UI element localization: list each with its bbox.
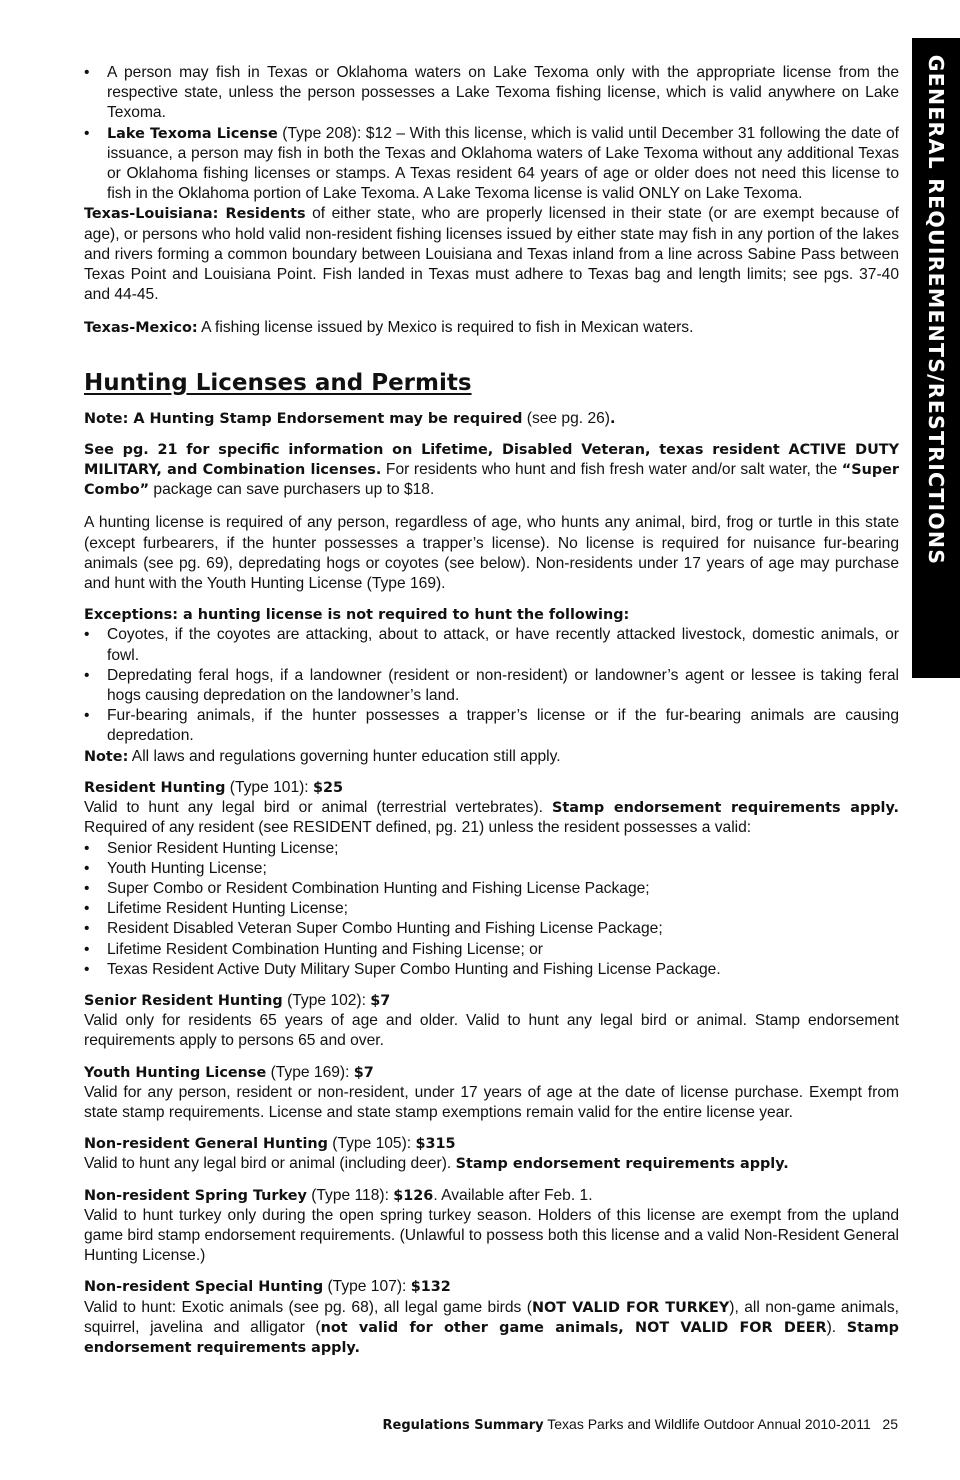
list-item: • Super Combo or Resident Combination Hunting and Fishing License Package; [84,879,899,899]
list-item: • Lifetime Resident Combination Hunting and Fishing License; or [84,940,899,960]
list-item: • Lake Texoma License (Type 208): $12 – With this license, which is valid until December 31 following the date of issuance, a person may fish in both the Texas and Oklahoma waters of Lake Texoma without any additional Texas or Oklahoma fishing licenses or stamps. A Texas resident 64 years of age or older does not need this license to fish in the Oklahoma portion of Lake Texoma. A Lake Texoma license is valid ONLY on Lake Texoma. [84,124,899,205]
nonres-turkey-text: Valid to hunt turkey only during the open spring turkey season. Holders of this license are exempt from the upland game bird stamp endorsement requirements. (Unlawful to possess both this license and a valid Non-Resident General Hunting License.) [84,1206,899,1265]
note-education: Note: All laws and regulations governing hunter education still apply. [84,747,561,765]
senior-hunting-title: Senior Resident Hunting (Type 102): $7 [84,991,391,1009]
list-item: • Fur-bearing animals, if the hunter possesses a trapper’s license or if the fur-bearing animals are causing depredation. [84,706,899,746]
exceptions-heading: Exceptions: a hunting license is not required to hunt the following: [84,607,630,624]
youth-hunting-title: Youth Hunting License (Type 169): $7 [84,1063,374,1081]
list-item: • Coyotes, if the coyotes are attacking, about to attack, or have recently attacked livestock, domestic animals, or fowl. [84,625,899,665]
texoma-list [84,63,899,204]
hunting-heading: Hunting Licenses and Permits [84,369,472,396]
nonres-special-title: Non-resident Special Hunting (Type 107): $132 [84,1278,451,1296]
page-number: 25 [882,1416,898,1432]
nonres-turkey-title: Non-resident Spring Turkey (Type 118): $126. Available after Feb. 1. [84,1186,593,1204]
list-item: • A person may fish in Texas or Oklahoma waters on Lake Texoma only with the appropriate license from the respective state, unless the person possesses a Lake Texoma fishing license, which is valid anywhere on Lake Texoma. [84,63,899,124]
nonres-special-text: Valid to hunt: Exotic animals (see pg. 68), all legal game birds (NOT VALID FOR TURKEY), all non-game animals, squirrel, javelina and alligator (not valid for other game animals, NOT VALID FOR DEER). Stamp endorsement requirements apply. [84,1298,899,1356]
list-item: • Resident Disabled Veteran Super Combo Hunting and Fishing License Package; [84,919,899,939]
texas-mexico-paragraph: Texas-Mexico: A fishing license issued by Mexico is required to fish in Mexican waters. [84,319,694,337]
side-tab-label: GENERAL REQUIREMENTS/RESTRICTIONS [924,54,949,566]
list-item: • Senior Resident Hunting License; [84,839,899,859]
list-item: • Depredating feral hogs, if a landowner (resident or non-resident) or landowner’s agent or lessee is taking feral hogs causing depredation on the landowner’s land. [84,666,899,706]
texas-louisiana-paragraph: Texas-Louisiana: Residents of either state, who are properly licensed in their state (or are exempt because of age), or persons who hold valid non-resident fishing licenses issued by either state may fish in any portion of the lakes and rivers forming a common boundary between Louisiana and Texas inland from a line across Sabine Pass between Texas Point and Louisiana Point. Fish landed in Texas must adhere to Texas bag and length limits; see pgs. 37-40 and 44-45. [84,205,899,304]
resident-hunting-list [84,839,899,980]
nonres-general-text: Valid to hunt any legal bird or animal (including deer). Stamp endorsement requirements apply. [84,1155,789,1173]
youth-hunting-text: Valid for any person, resident or non-resident, under 17 years of age at the date of license purchase. Exempt from state stamp requirements. License and state stamp exemptions remain valid for the entire license year. [84,1083,899,1121]
page-content [84,63,899,1358]
license-required-paragraph: A hunting license is required of any person, regardless of age, who hunts any animal, bird, frog or turtle in this state (except furbearers, if the hunter possesses a trapper’s license). No license is required for nuisance fur-bearing animals (see pg. 69), depredating hogs or coyotes (see below). Non-residents under 17 years of age may purchase and hunt with the Youth Hunting License (Type 169). [84,514,899,593]
list-item: • Texas Resident Active Duty Military Super Combo Hunting and Fishing License Package. [84,960,899,980]
list-item: • Youth Hunting License; [84,859,899,879]
note-stamp: Note: A Hunting Stamp Endorsement may be required (see pg. 26). [84,409,616,427]
texoma-license-label: Lake Texoma License [107,125,278,142]
list-item: • Lifetime Resident Hunting License; [84,899,899,919]
nonres-general-title: Non-resident General Hunting (Type 105): $315 [84,1135,456,1153]
see-pg-paragraph: See pg. 21 for specific information on Lifetime, Disabled Veteran, texas resident ACTIVE DUTY MILITARY, and Combination licenses. For residents who hunt and fish fresh water and/or salt water, the “Super Combo” package can save purchasers up to $18. [84,441,900,499]
resident-hunting-title: Resident Hunting (Type 101): $25 [84,778,344,796]
resident-hunting-text: Valid to hunt any legal bird or animal (terrestrial vertebrates). Stamp endorsement requirements apply. Required of any resident (see RESIDENT defined, pg. 21) unless the resident possesses a valid: [84,799,899,837]
senior-hunting-text: Valid only for residents 65 years of age and older. Valid to hunt any legal bird or animal. Stamp endorsement requirements apply to persons 65 and over. [84,1012,899,1050]
exceptions-list [84,625,899,746]
page-footer: Regulations Summary Texas Parks and Wildlife Outdoor Annual 2010-2011 25 [382,1416,898,1433]
